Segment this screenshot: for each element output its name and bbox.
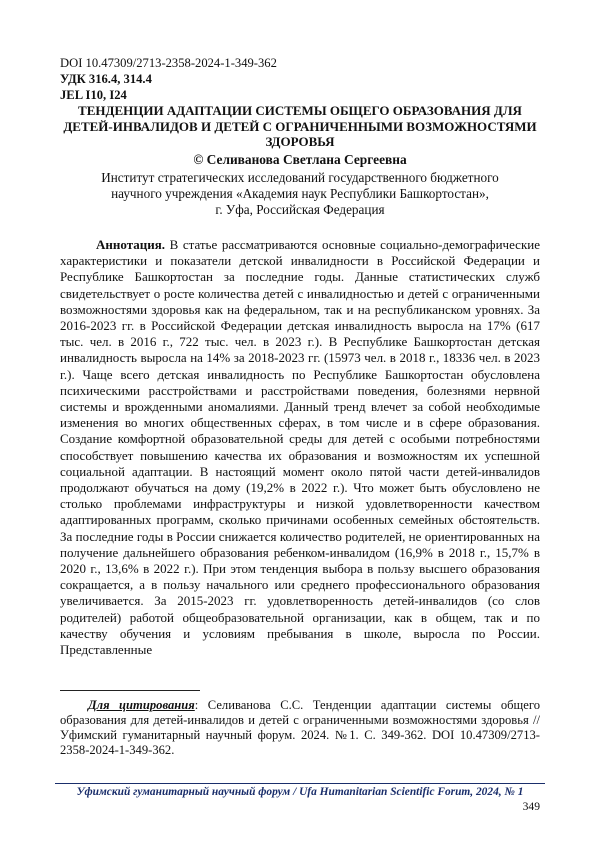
abstract-label: Аннотация. <box>96 237 166 252</box>
jel-line: JEL I10, I24 <box>60 88 127 102</box>
affiliation-line: Институт стратегических исследований государственного бюджетного <box>101 170 499 185</box>
citation-label: Для цитирования <box>88 698 195 712</box>
abstract-text: В статье рассматриваются основные социально-демографические характеристики и показатели детской инвалидности в Российской Федерации и Республике Башкортостан за последние годы. Данные статистических служб свидетельствует о росте количества детей с инвалидностью и детей с ограниченными возможностями здоровья как на федеральном, так и на республиканском уровнях. За 2016-2023 гг. в Российской Федерации детская инвалидность выросла на 17% (617 тыс. чел. в 2016 г., 722 тыс. чел. в 2023 г.). В Республике Башкортостан детская инвалидность выросла на 14% за 2018-2023 гг. (15973 чел. в 2018 г., 18336 чел. в 2023 г.). Чаще всего детская инвалидность по Республике Башкортостан обусловлена психическими расстройствами и расстройствами поведения, болезнями нервной системы и врожденными аномалиями. Данный тренд влечет за собой необходимые изменения во многих общественных сферах, в том числе и в сфере образования. Создание комфортной образовательной среды для детей с особыми потребностями способствует повышению качества их образования и возможностям их успешной социальной адаптации. В настоящий момент около пятой части детей-инвалидов продолжают обучаться на дому (19,2% в 2022 г.). Что может быть обусловлено не столько проблемами инфраструктуры и низкой удовлетворенности качеством адаптированных программ, сколько причинами особенных семейных обстоятельств. За последние годы в России снижается количество родителей, не ориентированных на получение дальнейшего образования ребенком-инвалидом (16,9% в 2018 г., 15,7% в 2020 г., 13,6% в 2022 г.). При этом тенденция выбора в пользу высшего образования сокращается, а в пользу начального или среднего профессионального образования увеличивается. За 2015-2023 гг. удовлетворенность детей-инвалидов (со слов родителей) работой общеобразовательной организации, как в общем, так и по качеству обучения и условиям пребывания в школе, выросла по России. Представленные <box>60 237 540 658</box>
affiliation-line: г. Уфа, Российская Федерация <box>215 202 385 218</box>
footnote-divider <box>60 690 200 691</box>
article-title: ТЕНДЕНЦИИ АДАПТАЦИИ СИСТЕМЫ ОБЩЕГО ОБРАЗОВАНИЯ ДЛЯ ДЕТЕЙ-ИНВАЛИДОВ И ДЕТЕЙ С ОГРАНИЧЕННЫМИ ВОЗМОЖНОСТЯМИ ЗДОРОВЬЯ <box>63 103 537 149</box>
affiliation-line: научного учреждения «Академия наук Республики Башкортостан», <box>111 186 489 202</box>
citation-footnote <box>60 698 540 758</box>
citation-text: : Селиванова С.С. Тенденции адаптации системы общего образования для детей-инвалидов и детей с ограниченными возможностями здоровья // Уфимский гуманитарный научный форум. 2024. №1. С. 349-362. DOI 10.47309/2713-2358-2024-1-349-362. <box>60 698 540 757</box>
footer-divider <box>55 783 545 784</box>
journal-footer: Уфимский гуманитарный научный форум / Ufa Humanitarian Scientific Forum, 2024, № 1 <box>76 786 524 798</box>
article-metadata <box>60 55 277 103</box>
doi-line: DOI 10.47309/2713-2358-2024-1-349-362 <box>60 56 277 70</box>
author-affiliation <box>60 170 540 219</box>
author-name: © Селиванова Светлана Сергеевна <box>193 152 407 167</box>
page-number: 349 <box>522 800 540 813</box>
abstract-paragraph <box>60 237 540 658</box>
udk-line: УДК 316.4, 314.4 <box>60 72 152 86</box>
